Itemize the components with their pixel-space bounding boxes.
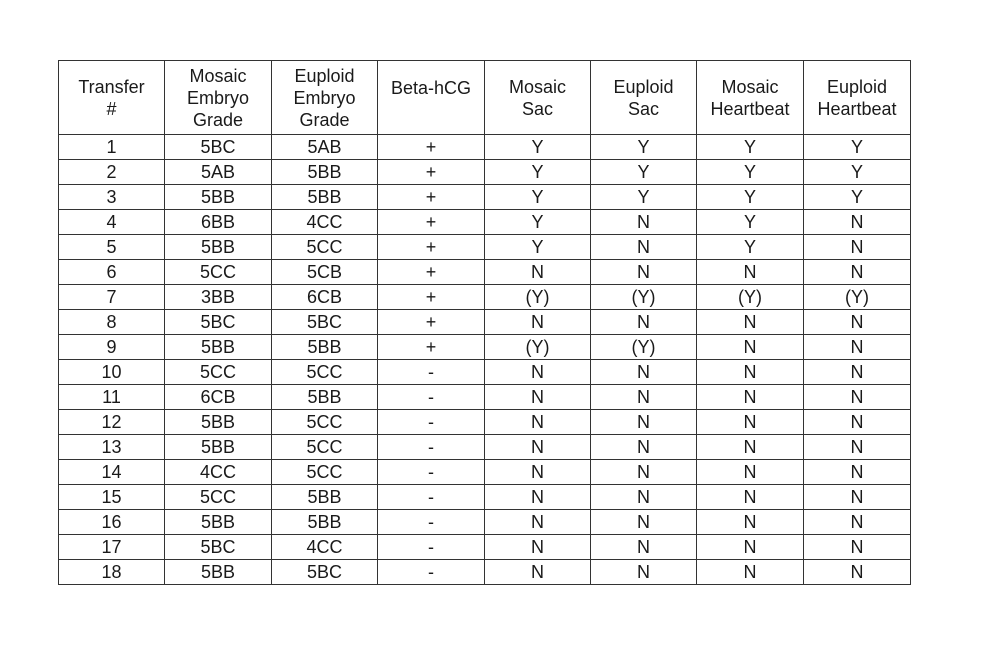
- cell-transfer-number: 8: [59, 310, 165, 335]
- cell-mosaic-heartbeat: N: [697, 360, 804, 385]
- cell-euploid-heartbeat: N: [804, 335, 911, 360]
- cell-mosaic-sac: N: [485, 410, 591, 435]
- cell-euploid-sac: N: [591, 385, 697, 410]
- cell-beta-hcg: +: [378, 235, 485, 260]
- header-mosaic-embryo-grade: [165, 61, 272, 135]
- cell-beta-hcg: -: [378, 460, 485, 485]
- cell-mosaic-heartbeat: N: [697, 460, 804, 485]
- header-euploid-embryo-grade: [272, 61, 378, 135]
- cell-euploid-grade: 5BB: [272, 185, 378, 210]
- cell-mosaic-heartbeat: Y: [697, 135, 804, 160]
- cell-euploid-heartbeat: Y: [804, 185, 911, 210]
- cell-euploid-sac: N: [591, 435, 697, 460]
- cell-euploid-heartbeat: N: [804, 435, 911, 460]
- cell-euploid-grade: 5CC: [272, 410, 378, 435]
- cell-beta-hcg: -: [378, 385, 485, 410]
- cell-transfer-number: 14: [59, 460, 165, 485]
- cell-beta-hcg: +: [378, 160, 485, 185]
- cell-euploid-grade: 5BB: [272, 510, 378, 535]
- cell-euploid-grade: 4CC: [272, 535, 378, 560]
- cell-mosaic-sac: N: [485, 460, 591, 485]
- cell-transfer-number: 1: [59, 135, 165, 160]
- cell-mosaic-sac: N: [485, 260, 591, 285]
- cell-euploid-heartbeat: N: [804, 510, 911, 535]
- cell-euploid-grade: 5BC: [272, 560, 378, 585]
- cell-mosaic-sac: N: [485, 485, 591, 510]
- cell-euploid-grade: 5CB: [272, 260, 378, 285]
- cell-euploid-grade: 6CB: [272, 285, 378, 310]
- cell-euploid-heartbeat: N: [804, 460, 911, 485]
- cell-euploid-heartbeat: (Y): [804, 285, 911, 310]
- table-body: [59, 135, 911, 585]
- header-transfer-number: [59, 61, 165, 135]
- cell-mosaic-heartbeat: N: [697, 410, 804, 435]
- cell-mosaic-heartbeat: N: [697, 385, 804, 410]
- cell-mosaic-sac: Y: [485, 235, 591, 260]
- cell-mosaic-heartbeat: (Y): [697, 285, 804, 310]
- header-row: [59, 61, 911, 135]
- cell-mosaic-grade: 5AB: [165, 160, 272, 185]
- cell-euploid-heartbeat: N: [804, 360, 911, 385]
- cell-euploid-sac: Y: [591, 135, 697, 160]
- cell-euploid-sac: N: [591, 410, 697, 435]
- cell-euploid-sac: N: [591, 535, 697, 560]
- cell-mosaic-heartbeat: N: [697, 260, 804, 285]
- cell-euploid-grade: 5CC: [272, 360, 378, 385]
- cell-transfer-number: 17: [59, 535, 165, 560]
- table-row: [59, 510, 911, 535]
- header-mosaic-heartbeat: [697, 61, 804, 135]
- cell-euploid-grade: 4CC: [272, 210, 378, 235]
- cell-mosaic-sac: N: [485, 435, 591, 460]
- cell-transfer-number: 13: [59, 435, 165, 460]
- cell-transfer-number: 7: [59, 285, 165, 310]
- table-row: [59, 460, 911, 485]
- table-row: [59, 410, 911, 435]
- cell-euploid-heartbeat: N: [804, 310, 911, 335]
- cell-euploid-heartbeat: N: [804, 485, 911, 510]
- table-row: [59, 360, 911, 385]
- table-header: [59, 61, 911, 135]
- cell-euploid-sac: N: [591, 310, 697, 335]
- cell-beta-hcg: -: [378, 360, 485, 385]
- cell-transfer-number: 6: [59, 260, 165, 285]
- cell-euploid-heartbeat: N: [804, 260, 911, 285]
- table-row: [59, 435, 911, 460]
- cell-euploid-grade: 5BB: [272, 485, 378, 510]
- cell-transfer-number: 5: [59, 235, 165, 260]
- cell-transfer-number: 4: [59, 210, 165, 235]
- cell-mosaic-sac: Y: [485, 210, 591, 235]
- table-row: [59, 260, 911, 285]
- cell-euploid-grade: 5AB: [272, 135, 378, 160]
- cell-beta-hcg: +: [378, 335, 485, 360]
- cell-mosaic-sac: Y: [485, 160, 591, 185]
- table-row: [59, 385, 911, 410]
- cell-mosaic-heartbeat: Y: [697, 210, 804, 235]
- header-euploid-heartbeat: [804, 61, 911, 135]
- table-row: [59, 160, 911, 185]
- cell-euploid-sac: N: [591, 260, 697, 285]
- cell-euploid-sac: (Y): [591, 335, 697, 360]
- cell-mosaic-grade: 5BB: [165, 235, 272, 260]
- cell-mosaic-grade: 5BC: [165, 535, 272, 560]
- cell-mosaic-heartbeat: N: [697, 535, 804, 560]
- transfer-results-table: [58, 60, 911, 585]
- header-label: Euploid Embryo Grade: [293, 65, 356, 130]
- cell-mosaic-grade: 6BB: [165, 210, 272, 235]
- cell-mosaic-heartbeat: Y: [697, 160, 804, 185]
- cell-mosaic-heartbeat: N: [697, 435, 804, 460]
- table-row: [59, 235, 911, 260]
- cell-mosaic-heartbeat: N: [697, 335, 804, 360]
- cell-transfer-number: 10: [59, 360, 165, 385]
- cell-mosaic-grade: 5BB: [165, 510, 272, 535]
- header-euploid-sac: [591, 61, 697, 135]
- cell-beta-hcg: -: [378, 510, 485, 535]
- table-row: [59, 485, 911, 510]
- cell-euploid-sac: N: [591, 460, 697, 485]
- cell-beta-hcg: -: [378, 535, 485, 560]
- table-row: [59, 560, 911, 585]
- cell-mosaic-grade: 5CC: [165, 485, 272, 510]
- cell-mosaic-sac: Y: [485, 185, 591, 210]
- cell-euploid-heartbeat: N: [804, 560, 911, 585]
- cell-mosaic-heartbeat: N: [697, 310, 804, 335]
- header-label: Mosaic Embryo Grade: [186, 65, 249, 130]
- cell-mosaic-grade: 5BB: [165, 435, 272, 460]
- cell-euploid-grade: 5BC: [272, 310, 378, 335]
- table-row: [59, 285, 911, 310]
- cell-euploid-sac: (Y): [591, 285, 697, 310]
- cell-mosaic-heartbeat: Y: [697, 235, 804, 260]
- cell-beta-hcg: +: [378, 135, 485, 160]
- cell-transfer-number: 3: [59, 185, 165, 210]
- cell-beta-hcg: +: [378, 260, 485, 285]
- cell-transfer-number: 12: [59, 410, 165, 435]
- cell-mosaic-sac: N: [485, 310, 591, 335]
- cell-euploid-sac: Y: [591, 185, 697, 210]
- cell-mosaic-grade: 5BB: [165, 185, 272, 210]
- cell-euploid-sac: Y: [591, 160, 697, 185]
- cell-transfer-number: 16: [59, 510, 165, 535]
- cell-euploid-grade: 5BB: [272, 335, 378, 360]
- table-row: [59, 185, 911, 210]
- cell-euploid-sac: N: [591, 485, 697, 510]
- cell-euploid-grade: 5BB: [272, 160, 378, 185]
- table-row: [59, 335, 911, 360]
- cell-beta-hcg: +: [378, 210, 485, 235]
- cell-euploid-heartbeat: N: [804, 235, 911, 260]
- cell-euploid-grade: 5CC: [272, 460, 378, 485]
- cell-mosaic-sac: N: [485, 385, 591, 410]
- cell-mosaic-grade: 5BB: [165, 335, 272, 360]
- cell-beta-hcg: -: [378, 560, 485, 585]
- cell-transfer-number: 9: [59, 335, 165, 360]
- cell-beta-hcg: +: [378, 185, 485, 210]
- header-beta-hcg: [378, 61, 485, 135]
- cell-mosaic-grade: 5BB: [165, 560, 272, 585]
- cell-mosaic-grade: 5BB: [165, 410, 272, 435]
- header-label: Mosaic Sac: [508, 76, 566, 119]
- cell-beta-hcg: -: [378, 485, 485, 510]
- table-row: [59, 535, 911, 560]
- cell-euploid-sac: N: [591, 235, 697, 260]
- header-label: Euploid Sac: [613, 76, 674, 119]
- cell-beta-hcg: +: [378, 285, 485, 310]
- cell-euploid-sac: N: [591, 560, 697, 585]
- cell-mosaic-grade: 5CC: [165, 260, 272, 285]
- cell-euploid-heartbeat: Y: [804, 160, 911, 185]
- cell-euploid-heartbeat: N: [804, 535, 911, 560]
- cell-mosaic-sac: (Y): [485, 285, 591, 310]
- cell-mosaic-sac: N: [485, 560, 591, 585]
- header-label: Mosaic Heartbeat: [710, 76, 790, 119]
- cell-mosaic-grade: 5BC: [165, 310, 272, 335]
- cell-euploid-sac: N: [591, 210, 697, 235]
- header-mosaic-sac: [485, 61, 591, 135]
- cell-euploid-grade: 5CC: [272, 435, 378, 460]
- cell-euploid-heartbeat: N: [804, 385, 911, 410]
- cell-mosaic-grade: 6CB: [165, 385, 272, 410]
- table-row: [59, 310, 911, 335]
- cell-mosaic-sac: (Y): [485, 335, 591, 360]
- cell-transfer-number: 2: [59, 160, 165, 185]
- cell-mosaic-sac: N: [485, 360, 591, 385]
- cell-mosaic-grade: 3BB: [165, 285, 272, 310]
- cell-mosaic-heartbeat: N: [697, 485, 804, 510]
- cell-mosaic-sac: Y: [485, 135, 591, 160]
- header-label: Beta-hCG: [390, 77, 472, 98]
- cell-mosaic-sac: N: [485, 510, 591, 535]
- cell-mosaic-grade: 5CC: [165, 360, 272, 385]
- cell-euploid-sac: N: [591, 360, 697, 385]
- cell-euploid-grade: 5BB: [272, 385, 378, 410]
- cell-mosaic-heartbeat: N: [697, 560, 804, 585]
- cell-euploid-sac: N: [591, 510, 697, 535]
- table-row: [59, 135, 911, 160]
- cell-beta-hcg: -: [378, 410, 485, 435]
- cell-mosaic-grade: 5BC: [165, 135, 272, 160]
- cell-beta-hcg: +: [378, 310, 485, 335]
- cell-euploid-grade: 5CC: [272, 235, 378, 260]
- cell-transfer-number: 15: [59, 485, 165, 510]
- cell-transfer-number: 11: [59, 385, 165, 410]
- header-label: Transfer #: [78, 76, 145, 119]
- cell-mosaic-heartbeat: N: [697, 510, 804, 535]
- cell-transfer-number: 18: [59, 560, 165, 585]
- cell-euploid-heartbeat: N: [804, 210, 911, 235]
- cell-mosaic-grade: 4CC: [165, 460, 272, 485]
- cell-mosaic-heartbeat: Y: [697, 185, 804, 210]
- cell-beta-hcg: -: [378, 435, 485, 460]
- header-label: Euploid Heartbeat: [817, 76, 897, 119]
- transfer-results-table-container: [58, 60, 910, 585]
- cell-euploid-heartbeat: Y: [804, 135, 911, 160]
- table-row: [59, 210, 911, 235]
- cell-mosaic-sac: N: [485, 535, 591, 560]
- cell-euploid-heartbeat: N: [804, 410, 911, 435]
